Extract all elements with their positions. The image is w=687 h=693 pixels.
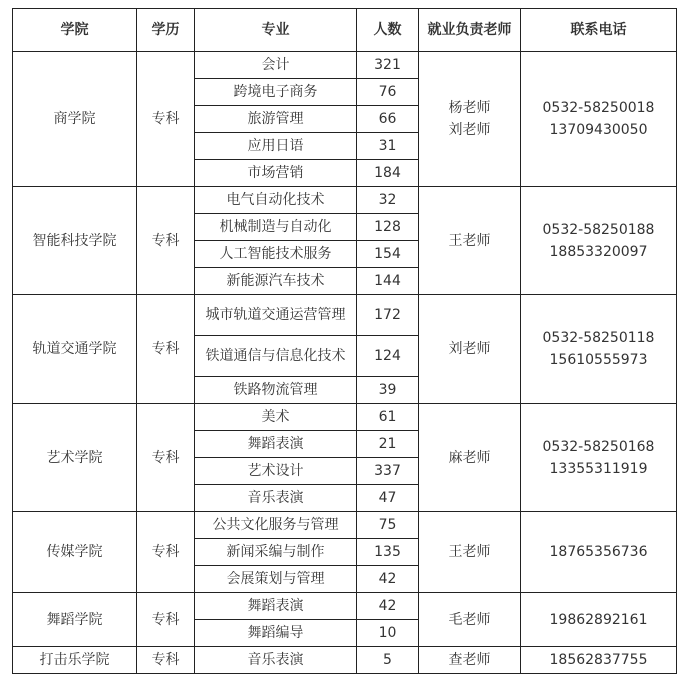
major-name: 铁路物流管理 — [195, 377, 357, 404]
major-count: 32 — [357, 187, 419, 214]
major-name: 城市轨道交通运营管理 — [195, 295, 357, 336]
major-count: 128 — [357, 214, 419, 241]
major-count: 31 — [357, 133, 419, 160]
header-count: 人数 — [357, 9, 419, 52]
major-name: 新闻采编与制作 — [195, 539, 357, 566]
page-wrapper — [12, 8, 677, 674]
college-level: 专科 — [137, 52, 195, 187]
header-major: 专业 — [195, 9, 357, 52]
major-name: 新能源汽车技术 — [195, 268, 357, 295]
college-level: 专科 — [137, 187, 195, 295]
contact-phone: 19862892161 — [521, 593, 677, 647]
college-name: 商学院 — [13, 52, 137, 187]
teacher-name: 刘老师 — [419, 295, 521, 404]
teacher-name: 杨老师 刘老师 — [419, 52, 521, 187]
major-count: 75 — [357, 512, 419, 539]
contact-phone: 18562837755 — [521, 647, 677, 674]
teacher-name: 查老师 — [419, 647, 521, 674]
college-level: 专科 — [137, 647, 195, 674]
major-name: 机械制造与自动化 — [195, 214, 357, 241]
major-name: 公共文化服务与管理 — [195, 512, 357, 539]
major-name: 舞蹈表演 — [195, 593, 357, 620]
employment-contact-table — [12, 8, 677, 674]
major-count: 76 — [357, 79, 419, 106]
table-row — [13, 295, 677, 336]
major-count: 10 — [357, 620, 419, 647]
college-level: 专科 — [137, 295, 195, 404]
major-name: 会展策划与管理 — [195, 566, 357, 593]
major-name: 跨境电子商务 — [195, 79, 357, 106]
contact-phone: 0532-58250118 15610555973 — [521, 295, 677, 404]
teacher-name: 毛老师 — [419, 593, 521, 647]
major-name: 舞蹈表演 — [195, 431, 357, 458]
table-row — [13, 404, 677, 431]
major-count: 321 — [357, 52, 419, 79]
table-row — [13, 593, 677, 620]
major-count: 66 — [357, 106, 419, 133]
major-count: 144 — [357, 268, 419, 295]
major-name: 美术 — [195, 404, 357, 431]
major-count: 124 — [357, 336, 419, 377]
major-name: 舞蹈编导 — [195, 620, 357, 647]
header-row — [13, 9, 677, 52]
contact-phone: 0532-58250188 18853320097 — [521, 187, 677, 295]
table-row — [13, 187, 677, 214]
major-name: 会计 — [195, 52, 357, 79]
header-college: 学院 — [13, 9, 137, 52]
major-name: 艺术设计 — [195, 458, 357, 485]
contact-phone: 0532-58250018 13709430050 — [521, 52, 677, 187]
major-count: 61 — [357, 404, 419, 431]
major-name: 旅游管理 — [195, 106, 357, 133]
teacher-name: 王老师 — [419, 187, 521, 295]
header-level: 学历 — [137, 9, 195, 52]
college-name: 传媒学院 — [13, 512, 137, 593]
major-name: 人工智能技术服务 — [195, 241, 357, 268]
college-name: 打击乐学院 — [13, 647, 137, 674]
table-row — [13, 512, 677, 539]
major-count: 39 — [357, 377, 419, 404]
contact-phone: 0532-58250168 13355311919 — [521, 404, 677, 512]
header-phone: 联系电话 — [521, 9, 677, 52]
major-count: 47 — [357, 485, 419, 512]
teacher-name: 麻老师 — [419, 404, 521, 512]
contact-phone: 18765356736 — [521, 512, 677, 593]
teacher-name: 王老师 — [419, 512, 521, 593]
college-name: 轨道交通学院 — [13, 295, 137, 404]
college-level: 专科 — [137, 404, 195, 512]
college-level: 专科 — [137, 512, 195, 593]
major-count: 42 — [357, 566, 419, 593]
college-level: 专科 — [137, 593, 195, 647]
major-name: 应用日语 — [195, 133, 357, 160]
college-name: 智能科技学院 — [13, 187, 137, 295]
table-row — [13, 647, 677, 674]
major-count: 21 — [357, 431, 419, 458]
major-count: 135 — [357, 539, 419, 566]
table-row — [13, 52, 677, 79]
major-count: 154 — [357, 241, 419, 268]
major-name: 电气自动化技术 — [195, 187, 357, 214]
college-name: 舞蹈学院 — [13, 593, 137, 647]
college-name: 艺术学院 — [13, 404, 137, 512]
major-count: 337 — [357, 458, 419, 485]
major-name: 市场营销 — [195, 160, 357, 187]
major-name: 音乐表演 — [195, 485, 357, 512]
major-name: 铁道通信与信息化技术 — [195, 336, 357, 377]
major-count: 5 — [357, 647, 419, 674]
major-count: 42 — [357, 593, 419, 620]
major-count: 172 — [357, 295, 419, 336]
header-teacher: 就业负责老师 — [419, 9, 521, 52]
major-name: 音乐表演 — [195, 647, 357, 674]
major-count: 184 — [357, 160, 419, 187]
